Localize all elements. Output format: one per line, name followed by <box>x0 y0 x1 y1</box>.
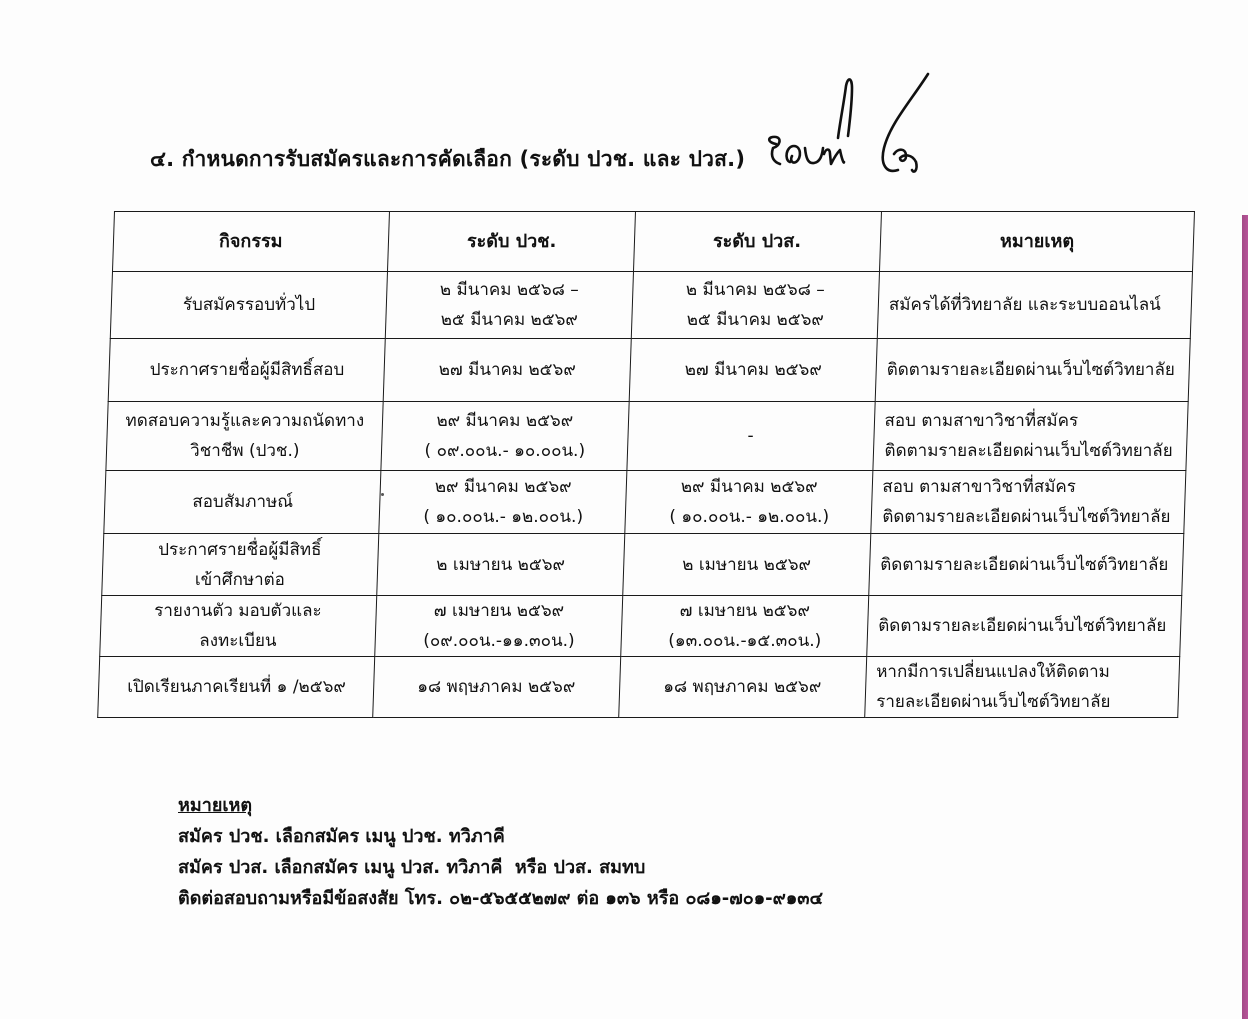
schedule-table-container <box>97 211 1197 718</box>
remark-cell: ติดตามรายละเอียดผ่านเว็บไซต์วิทยาลัย <box>875 339 1190 402</box>
pvc-date-cell: ๒ เมษายน ๒๕๖๙ <box>377 534 625 596</box>
footer-remarks-heading: หมายเหตุ <box>178 795 253 816</box>
pvs-date-cell: - <box>627 402 875 471</box>
remark-cell: ติดตามรายละเอียดผ่านเว็บไซต์วิทยาลัย <box>869 534 1184 596</box>
activity-cell: สอบสัมภาษณ์ <box>104 471 381 534</box>
table-row <box>100 596 1182 657</box>
footer-contact-line: ติดต่อสอบถามหรือมีข้อสงสัย โทร. ๐๒-๕๖๕๕๒๗๙ ต่อ ๑๓๖ หรือ ๐๘๑-๗๐๑-๙๑๓๔ <box>178 888 824 909</box>
footer-remark-line: สมัคร ปวส. เลือกสมัคร เมนู ปวส. ทวิภาคี หรือ ปวส. สมทบ <box>178 857 646 878</box>
pvs-date-cell: ๒ เมษายน ๒๕๖๙ <box>623 534 871 596</box>
page-edge-strip <box>1242 215 1248 1019</box>
remark-cell: หากมีการเปลี่ยนแปลงให้ติดตาม รายละเอียดผ่านเว็บไซต์วิทยาลัย <box>865 657 1180 718</box>
pvs-date-cell: ๗ เมษายน ๒๕๖๙ (๑๓.๐๐น.-๑๕.๓๐น.) <box>621 596 869 657</box>
header-remarks: หมายเหตุ <box>879 212 1194 272</box>
remark-cell: สมัครได้ที่วิทยาลัย และระบบออนไลน์ <box>877 272 1192 339</box>
pvc-date-cell: ๑๘ พฤษภาคม ๒๕๖๙ <box>373 657 621 718</box>
pvc-date-cell: ๒๙ มีนาคม ๒๕๖๙ ( ๑๐.๐๐น.- ๑๒.๐๐น.) <box>379 471 627 534</box>
activity-cell: รายงานตัว มอบตัวและ ลงทะเบียน <box>100 596 377 657</box>
table-header-row <box>112 212 1194 272</box>
header-activity: กิจกรรม <box>112 212 389 272</box>
header-pvs-level: ระดับ ปวส. <box>633 212 881 272</box>
table-row <box>104 471 1186 534</box>
pvc-date-cell: ๒๗ มีนาคม ๒๕๖๙ <box>383 339 631 402</box>
pvs-date-cell: ๒ มีนาคม ๒๕๖๘ – ๒๕ มีนาคม ๒๕๖๙ <box>631 272 879 339</box>
table-row <box>98 657 1180 718</box>
remark-cell: ติดตามรายละเอียดผ่านเว็บไซต์วิทยาลัย <box>867 596 1182 657</box>
header-pvc-level: ระดับ ปวช. <box>387 212 635 272</box>
table-row <box>110 272 1192 339</box>
activity-cell: ประกาศรายชื่อผู้มีสิทธิ์ เข้าศึกษาต่อ <box>102 534 379 596</box>
pvc-date-cell: ๒ มีนาคม ๒๕๖๘ – ๒๕ มีนาคม ๒๕๖๙ <box>385 272 633 339</box>
remark-cell: สอบ ตามสาขาวิชาที่สมัคร ติดตามรายละเอียดผ่านเว็บไซต์วิทยาลัย <box>873 402 1188 471</box>
schedule-table <box>97 211 1195 718</box>
footer-remarks <box>178 790 823 914</box>
pvc-date-cell: ๗ เมษายน ๒๕๖๙ (๐๙.๐๐น.-๑๑.๓๐น.) <box>375 596 623 657</box>
pvs-date-cell: ๒๗ มีนาคม ๒๕๖๙ <box>629 339 877 402</box>
activity-cell: ทดสอบความรู้และความถนัดทาง วิชาชีพ (ปวช.) <box>106 402 383 471</box>
pvs-date-cell: ๒๙ มีนาคม ๒๕๖๙ ( ๑๐.๐๐น.- ๑๒.๐๐น.) <box>625 471 873 534</box>
activity-cell: เปิดเรียนภาคเรียนที่ ๑ /๒๕๖๙ <box>98 657 375 718</box>
table-row <box>108 339 1190 402</box>
table-row <box>106 402 1188 471</box>
activity-cell: ประกาศรายชื่อผู้มีสิทธิ์สอบ <box>108 339 385 402</box>
pvc-date-cell: ๒๙ มีนาคม ๒๕๖๙ ( ๐๙.๐๐น.- ๑๐.๐๐น.) <box>381 402 629 471</box>
remark-cell: สอบ ตามสาขาวิชาที่สมัคร ติดตามรายละเอียดผ่านเว็บไซต์วิทยาลัย <box>871 471 1186 534</box>
footer-remark-line: สมัคร ปวช. เลือกสมัคร เมนู ปวช. ทวิภาคี <box>178 826 505 847</box>
pvs-date-cell: ๑๘ พฤษภาคม ๒๕๖๙ <box>619 657 867 718</box>
section-title: ๔. กำหนดการรับสมัครและการคัดเลือก (ระดับ ปวช. และ ปวส.) <box>150 147 746 171</box>
scan-speck <box>381 493 384 496</box>
table-row <box>102 534 1184 596</box>
handwritten-round-note <box>760 62 930 187</box>
activity-cell: รับสมัครรอบทั่วไป <box>110 272 387 339</box>
